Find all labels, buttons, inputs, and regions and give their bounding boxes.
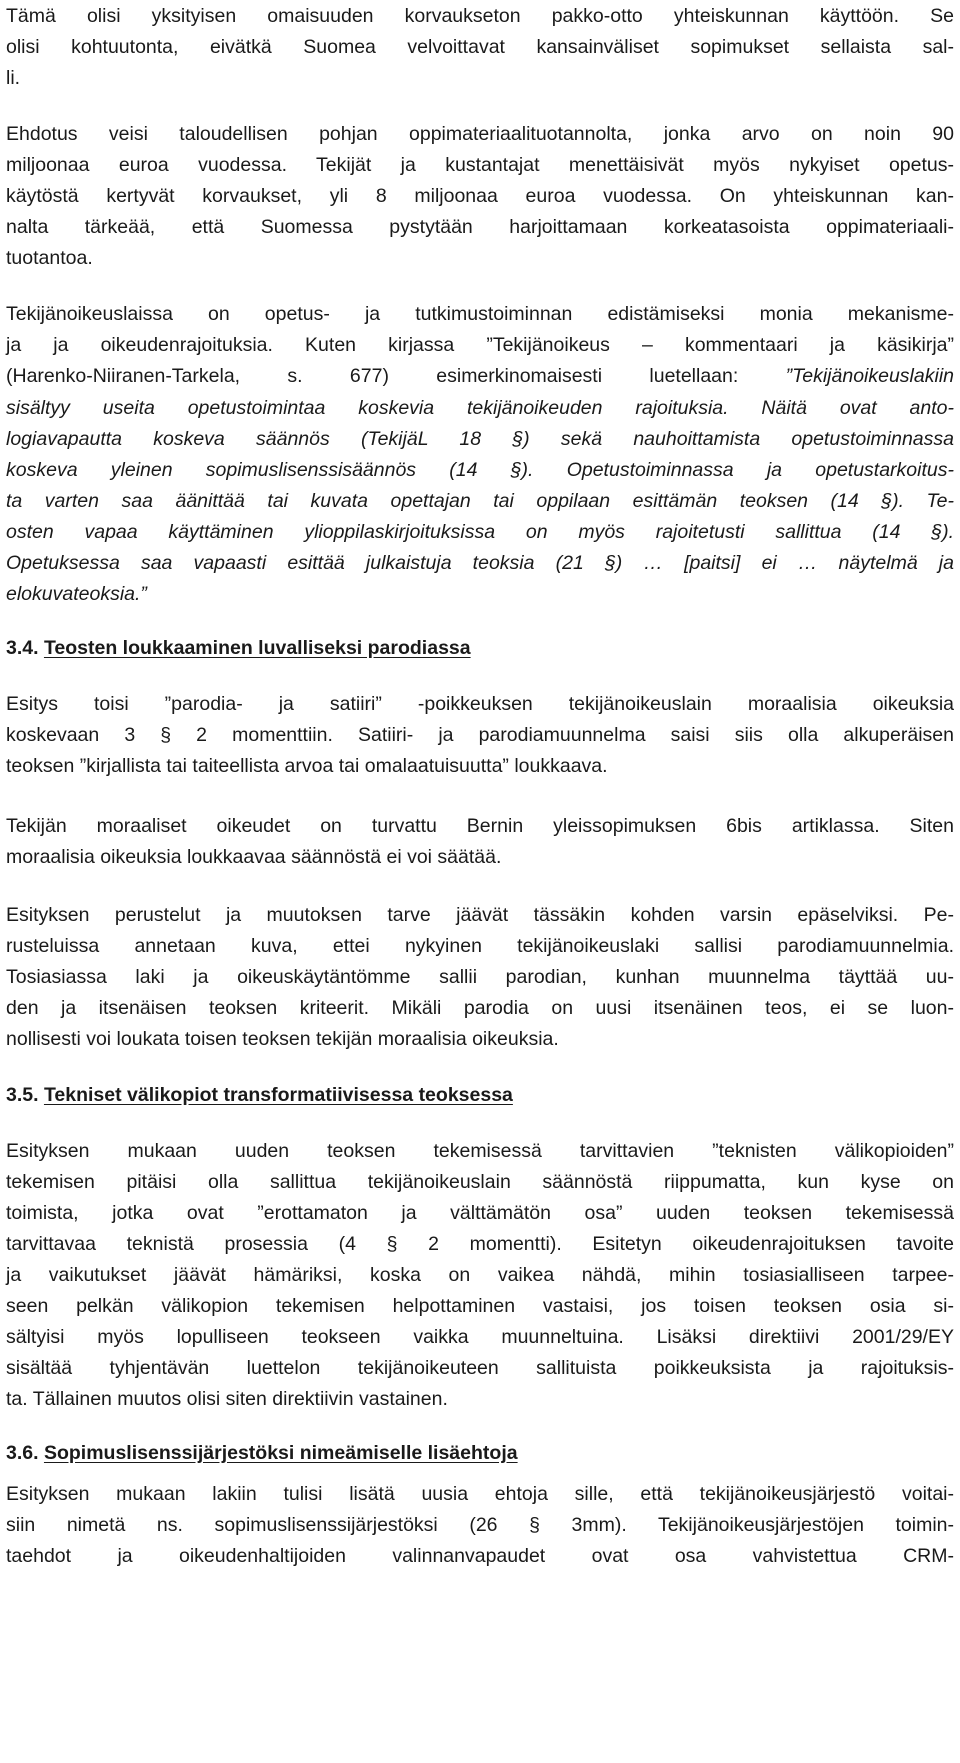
paragraph-7-line-5: ja vaikutukset jäävät hämäriksi, koska on vaikea nähdä, mihin tosiasialliseen tarpee- [6,1264,954,1286]
paragraph-5-line-2: moraalisia oikeuksia loukkaavaa säännöstä ei voi säätää. [6,846,502,868]
paragraph-2-line-1: Ehdotus veisi taloudellisen pohjan oppimateriaalituotannolta, jonka arvo on noin 90 [6,123,954,145]
paragraph-2-line-5: tuotantoa. [6,247,93,269]
paragraph-7-line-1: Esityksen mukaan uuden teoksen tekemisessä tarvittavien ”teknisten välikopioiden” [6,1140,954,1162]
paragraph-1-line-1: Tämä olisi yksityisen omaisuuden korvaukseton pakko-otto yhteiskunnan käyttöön. Se [6,5,954,27]
paragraph-6-line-5: nollisesti voi loukata toisen teoksen tekijän moraalisia oikeuksia. [6,1028,559,1050]
paragraph-7-line-6: seen pelkän välikopion tekemisen helpottaminen vastaisi, jos toisen teoksen osia si- [6,1295,954,1317]
section-number: 3.5. [6,1084,39,1106]
paragraph-4-line-3: teoksen ”kirjallista tai taiteellista arvoa tai omalaatuisuutta” loukkaava. [6,755,608,777]
paragraph-6-line-1: Esityksen perustelut ja muutoksen tarve jäävät tässäkin kohden varsin epäselviksi. Pe- [6,904,954,926]
paragraph-1-line-2: olisi kohtuutonta, eivätkä Suomea velvoittavat kansainväliset sopimukset sellaista sal- [6,36,954,58]
section-heading-3-6 [6,1437,954,1469]
quotation-line-3: koskeva yleinen sopimuslisenssisäännös (14 §). Opetustoiminnassa ja opetustarkoitus- [6,459,954,481]
paragraph-6-line-3: Tosiasiassa laki ja oikeuskäytäntömme sallii parodian, kunhan muunnelma täyttää uu- [6,966,954,988]
quotation-line-7: elokuvateoksia.” [6,583,147,605]
paragraph-7-line-3: toimista, jotka ovat ”erottamaton ja välttämätön osa” uuden teoksen tekemisessä [6,1202,954,1224]
quotation-line-4: ta varten saa äänittää tai kuvata opettajan tai oppilaan esittämän teoksen (14 §). Te- [6,490,954,512]
section-heading-3-4 [6,632,954,664]
quotation-line-6: Opetuksessa saa vapaasti esittää julkaistuja teoksia (21 §) … [paitsi] ei … näytelmä ja [6,552,954,574]
quotation-line-5: osten vapaa käyttäminen ylioppilaskirjoituksissa on myös rajoitetusti sallittua (14 §). [6,521,954,543]
paragraph-2-line-4: nalta tärkeää, että Suomessa pystytään harjoittamaan korkeatasoista oppimateriaali- [6,216,954,238]
paragraph-7-line-4: tarvittavaa teknistä prosessia (4 § 2 momentti). Esitetyn oikeudenrajoituksen tavoite [6,1233,954,1255]
section-number: 3.4. [6,637,39,659]
paragraph-7-line-2: tekemisen pitäisi olla sallittua tekijänoikeuslain säännöstä riippumatta, kun kyse on [6,1171,954,1193]
paragraph-4-line-1: Esitys toisi ”parodia- ja satiiri” -poikkeuksen tekijänoikeuslain moraalisia oikeuksia [6,693,954,715]
section-title: Tekniset välikopiot transformatiivisessa teoksessa [43,1084,513,1106]
paragraph-3-line-3 [6,360,954,392]
quotation-line-1: sisältyy useita opetustoimintaa koskevia tekijänoikeuden rajoituksia. Näitä ovat anto- [6,397,954,419]
paragraph-1-line-3: li. [6,67,21,89]
section-title: Sopimuslisenssijärjestöksi nimeämiselle lisäehtoja [43,1442,518,1464]
section-title: Teosten loukkaaminen luvalliseksi parodiassa [43,637,471,659]
paragraph-2-line-2: miljoonaa euroa vuodessa. Tekijät ja kustantajat menettäisivät myös nykyiset opetus- [6,154,954,176]
paragraph-2-line-3: käytöstä kertyvät korvaukset, yli 8 miljoonaa euroa vuodessa. On yhteiskunnan kan- [6,185,954,207]
paragraph-3-line-2: ja ja oikeudenrajoituksia. Kuten kirjassa ”Tekijänoikeus – kommentaari ja käsikirja” [6,334,954,356]
paragraph-3-line-1: Tekijänoikeuslaissa on opetus- ja tutkimustoiminnan edistämiseksi monia mekanisme- [6,303,954,325]
paragraph-7-line-8: sisältää tyhjentävän luettelon tekijänoikeuteen sallituista poikkeuksista ja rajoituksis- [6,1357,954,1379]
paragraph-5-line-1: Tekijän moraaliset oikeudet on turvattu Bernin yleissopimuksen 6bis artiklassa. Siten [6,815,954,837]
paragraph-8-line-3: taehdot ja oikeudenhaltijoiden valinnanvapaudet ovat osa vahvistettua CRM- [6,1545,954,1567]
quotation-line-2: logiavapautta koskeva säännös (TekijäL 18 §) sekä nauhoittamista opetustoiminnassa [6,428,954,450]
paragraph-8-line-1: Esityksen mukaan lakiin tulisi lisätä uusia ehtoja sille, että tekijänoikeusjärjestö voitai- [6,1483,954,1505]
paragraph-7-line-9: ta. Tällainen muutos olisi siten direktiivin vastainen. [6,1388,448,1410]
paragraph-6-line-2: rusteluissa annetaan kuva, ettei nykyinen tekijänoikeuslaki sallisi parodiamuunnelmia. [6,935,954,957]
paragraph-8-line-2: siin nimetä ns. sopimuslisenssijärjestöksi (26 § 3mm). Tekijänoikeusjärjestöjen toimin- [6,1514,954,1536]
paragraph-6-line-4: den ja itsenäisen teoksen kriteerit. Mikäli parodia on uusi itsenäinen teos, ei se luon- [6,997,954,1019]
paragraph-3-line-3-regular: (Harenko-Niiranen-Tarkela, s. 677) esimerkinomaisesti luetellaan: [6,365,739,387]
section-number: 3.6. [6,1442,39,1464]
paragraph-4-line-2: koskevaan 3 § 2 momenttiin. Satiiri- ja parodiamuunnelma saisi siis olla alkuperäisen [6,724,954,746]
paragraph-7-line-7: sältyisi myös lopulliseen teokseen vaikka muunneltuina. Lisäksi direktiivi 2001/29/EY [6,1326,954,1348]
quotation-start: ”Tekijänoikeuslakiin [738,365,954,387]
section-heading-3-5 [6,1079,954,1111]
